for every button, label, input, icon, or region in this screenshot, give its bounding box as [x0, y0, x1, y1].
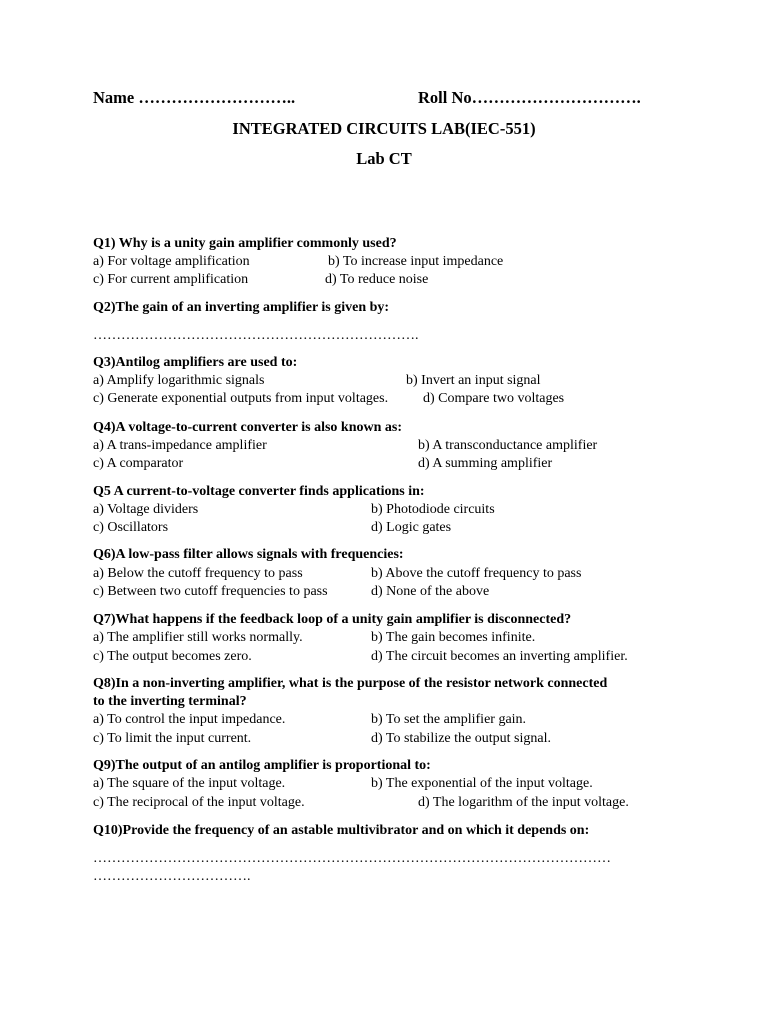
question-8-option-b: b) To set the amplifier gain.: [371, 712, 527, 727]
question-1-option-c: c) For current amplification: [93, 272, 249, 287]
question-7-option-a: a) The amplifier still works normally.: [93, 630, 303, 645]
question-2-text: Q2)The gain of an inverting amplifier is given by:: [93, 300, 390, 315]
question-6-option-d: d) None of the above: [371, 584, 490, 599]
question-1-option-d: d) To reduce noise: [325, 272, 429, 287]
question-4-option-a: a) A trans-impedance amplifier: [93, 438, 267, 453]
question-9-text: Q9)The output of an antilog amplifier is proportional to:: [93, 758, 431, 773]
question-9-option-a: a) The square of the input voltage.: [93, 776, 286, 791]
question-5-option-d: d) Logic gates: [371, 520, 452, 535]
roll-number-field-label: Roll No………………………….: [418, 88, 641, 107]
page-title: INTEGRATED CIRCUITS LAB(IEC-551): [232, 119, 536, 138]
question-5-option-b: b) Photodiode circuits: [371, 502, 495, 517]
question-8-option-a: a) To control the input impedance.: [93, 712, 286, 727]
question-8-option-d: d) To stabilize the output signal.: [371, 731, 551, 746]
name-field-label: Name ………………………..: [93, 88, 296, 107]
question-6-option-c: c) Between two cutoff frequencies to pass: [93, 584, 328, 599]
question-8-text-line-1: Q8)In a non-inverting amplifier, what is the purpose of the resistor network connected: [93, 676, 608, 691]
question-3-option-b: b) Invert an input signal: [406, 373, 541, 388]
question-8-text-line-2: to the inverting terminal?: [93, 694, 247, 709]
question-4-text: Q4)A voltage-to-current converter is also known as:: [93, 420, 402, 435]
question-6-option-b: b) Above the cutoff frequency to pass: [371, 566, 582, 581]
question-3-text: Q3)Antilog amplifiers are used to:: [93, 355, 298, 370]
question-1-option-b: b) To increase input impedance: [328, 254, 504, 269]
question-4-option-c: c) A comparator: [93, 456, 184, 471]
question-7-option-c: c) The output becomes zero.: [93, 649, 252, 664]
question-3-option-c: c) Generate exponential outputs from input voltages.: [93, 391, 389, 406]
question-2-answer-blank: …………………………………………………………….: [93, 328, 419, 343]
question-7-option-d: d) The circuit becomes an inverting amplifier.: [371, 649, 628, 664]
question-4-option-b: b) A transconductance amplifier: [418, 438, 598, 453]
question-10-answer-blank-line-2: …………………………….: [93, 869, 251, 884]
question-9-option-b: b) The exponential of the input voltage.: [371, 776, 593, 791]
question-1-option-a: a) For voltage amplification: [93, 254, 250, 269]
question-4-option-d: d) A summing amplifier: [418, 456, 553, 471]
question-5-text: Q5 A current-to-voltage converter finds applications in:: [93, 484, 425, 499]
page-subtitle: Lab CT: [356, 149, 412, 168]
question-7-text: Q7)What happens if the feedback loop of a unity gain amplifier is disconnected?: [93, 612, 572, 627]
question-7-option-b: b) The gain becomes infinite.: [371, 630, 536, 645]
question-9-option-c: c) The reciprocal of the input voltage.: [93, 795, 305, 810]
question-10-answer-blank-line-1: …………………………………………………………………………………………………: [93, 851, 611, 866]
question-6-option-a: a) Below the cutoff frequency to pass: [93, 566, 303, 581]
question-9-option-d: d) The logarithm of the input voltage.: [418, 795, 629, 810]
question-5-option-a: a) Voltage dividers: [93, 502, 199, 517]
question-10-text: Q10)Provide the frequency of an astable multivibrator and on which it depends on:: [93, 823, 590, 838]
question-5-option-c: c) Oscillators: [93, 520, 169, 535]
question-3-option-d: d) Compare two voltages: [423, 391, 565, 406]
question-8-option-c: c) To limit the input current.: [93, 731, 252, 746]
question-1-text: Q1) Why is a unity gain amplifier commonly used?: [93, 236, 397, 251]
question-6-text: Q6)A low-pass filter allows signals with frequencies:: [93, 547, 404, 562]
question-3-option-a: a) Amplify logarithmic signals: [93, 373, 265, 388]
